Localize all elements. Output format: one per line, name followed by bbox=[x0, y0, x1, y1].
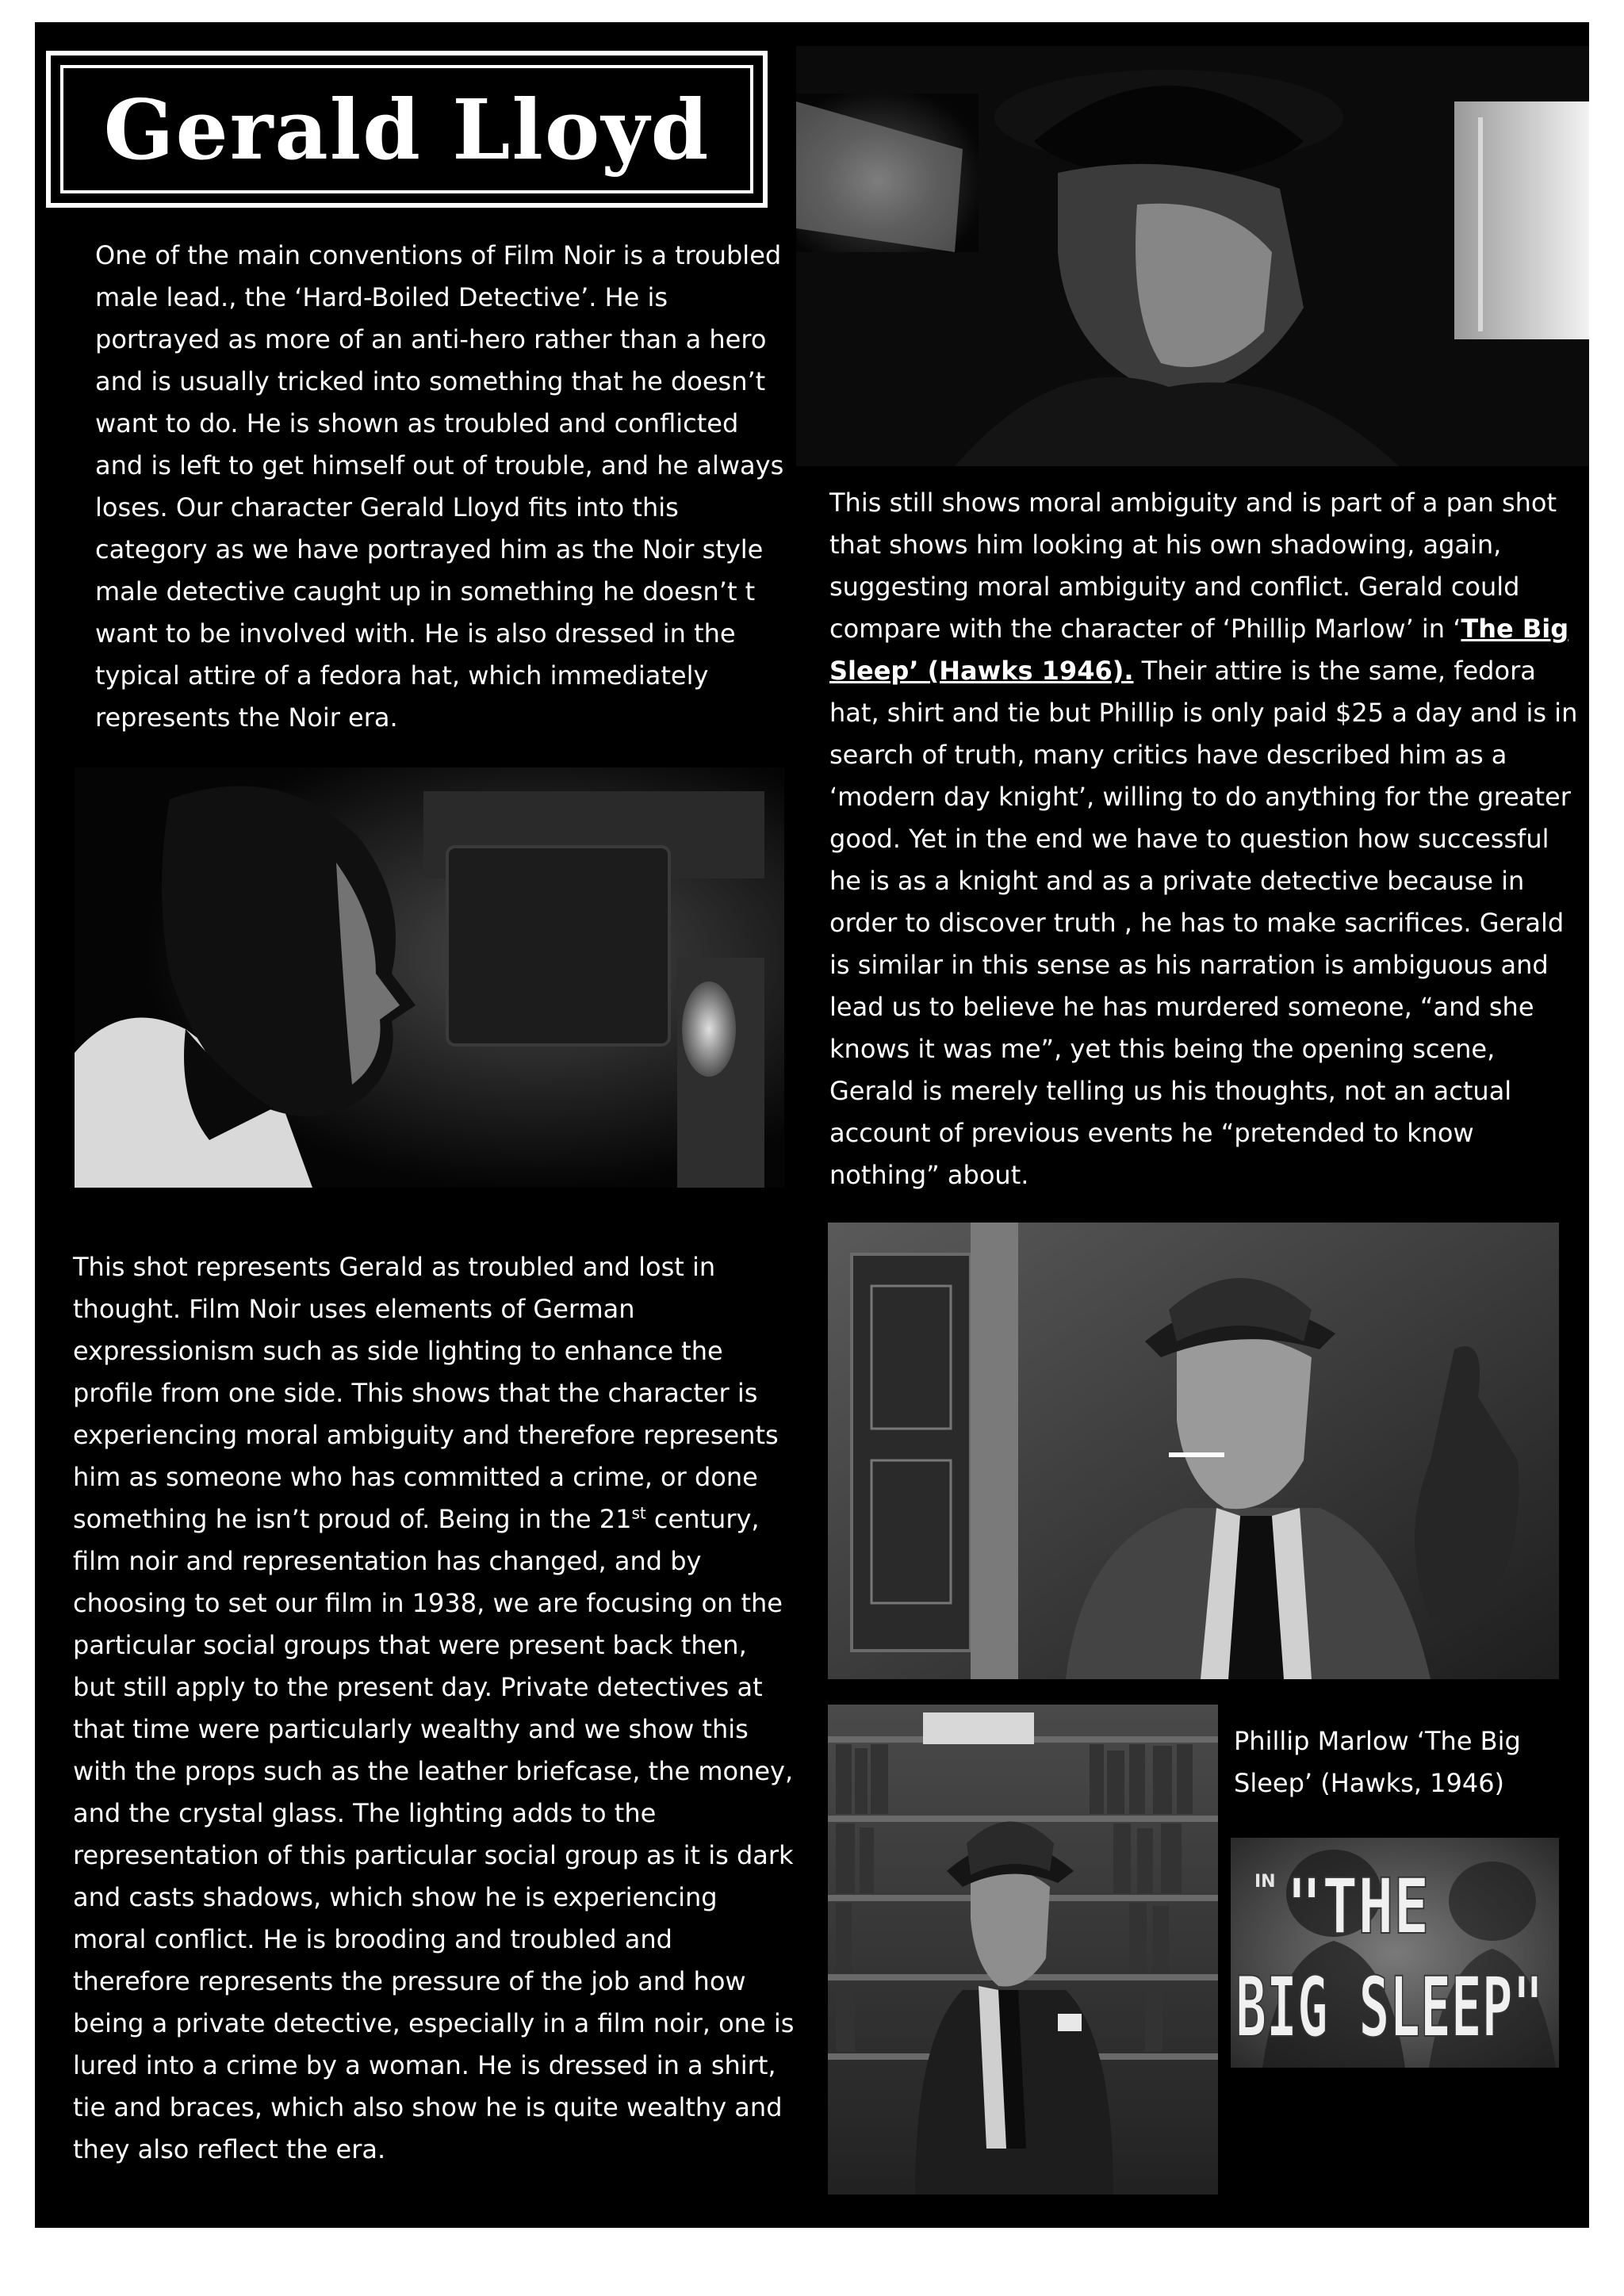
right-paragraph-text-2: Their attire is the same, fedora hat, shirt and tie but Phillip is only paid $25 a day and is in search of truth, many critics have described him as a ‘modern day knight’, willing to do anything for the greater good. Yet in the end we have to question how successful he is as a knight and as a private detective because in order to discover truth , he has to make sacrifices. Gerald is similar in this sense as his narration is ambiguous and lead us to believe he has murdered someone, “and she knows it was me”, yet this being the opening scene, Gerald is merely telling us his thoughts, not an actual account of previous events he “pretended to know nothing” about. bbox=[829, 656, 1578, 1190]
still-gerald-profile-image bbox=[75, 767, 784, 1188]
page-title: Gerald Lloyd bbox=[103, 80, 710, 178]
right-paragraph-text-1: This still shows moral ambiguity and is part of a pan shot that shows him looking at his own shadowing, again, suggesting moral ambiguity and conflict. Gerald could compare with the character of ‘Phillip Marlow’ in ‘ bbox=[829, 488, 1557, 644]
lower-paragraph bbox=[73, 1246, 796, 2171]
right-paragraph bbox=[829, 482, 1583, 1196]
poster-small-word: IN bbox=[1254, 1872, 1276, 1892]
title-frame bbox=[46, 51, 768, 208]
poster-title-line-2: BIG SLEEP" bbox=[1235, 1961, 1544, 2057]
title-inner-frame bbox=[60, 65, 753, 193]
film-reference-link: The Big Sleep’ (Hawks 1946). bbox=[829, 614, 1569, 686]
still-marlowe-smoking-image bbox=[828, 1223, 1559, 1679]
document-page bbox=[35, 22, 1589, 2228]
lower-paragraph-text-1: This shot represents Gerald as troubled and lost in thought. Film Noir uses elements of German expressionism such as side lighting to enhance the profile from one side. This shows that the character is experiencing moral ambiguity and therefore represents him as someone who has committed a crime, or done something he isn’t proud of. Being in the 21 bbox=[73, 1252, 779, 1534]
poster-title-line-1: "THE bbox=[1286, 1862, 1430, 1952]
still-marlowe-bookstore-image bbox=[828, 1705, 1218, 2195]
still-fedora-man-image bbox=[796, 46, 1589, 466]
image-caption: Phillip Marlow ‘The Big Sleep’ (Hawks, 1946) bbox=[1234, 1726, 1521, 1798]
lower-paragraph-text-2: century, film noir and representation has changed, and by choosing to set our film in 1938, we are focusing on the particular social groups that were present back then, but still apply to the present day. Private detectives at that time were particularly wealthy and we show this with the props such as the leather briefcase, the money, and the crystal glass. The lighting adds to the representation of this particular social group as it is dark and casts shadows, which show he is experiencing moral conflict. He is brooding and troubled and therefore represents the pressure of the job and how being a private detective, especially in a film noir, one is lured into a crime by a woman. He is dressed in a shirt, tie and braces, which also show he is quite wealthy and they also reflect the era. bbox=[73, 1504, 795, 2164]
intro-paragraph: One of the main conventions of Film Noir is a troubled male lead., the ‘Hard-Boiled Detective’. He is portrayed as more of an anti-hero rather than a hero and is usually tricked into something that he doesn’t want to do. He is shown as troubled and conflicted and is left to get himself out of trouble, and he always loses. Our character Gerald Lloyd fits into this category as we have portrayed him as the Noir style male detective caught up in something he doesn’t t want to be involved with. He is also dressed in the typical attire of a fedora hat, which immediately represents the Noir era. bbox=[95, 240, 784, 733]
superscript-st: st bbox=[631, 1503, 646, 1523]
big-sleep-title-card-image bbox=[1231, 1838, 1559, 2068]
